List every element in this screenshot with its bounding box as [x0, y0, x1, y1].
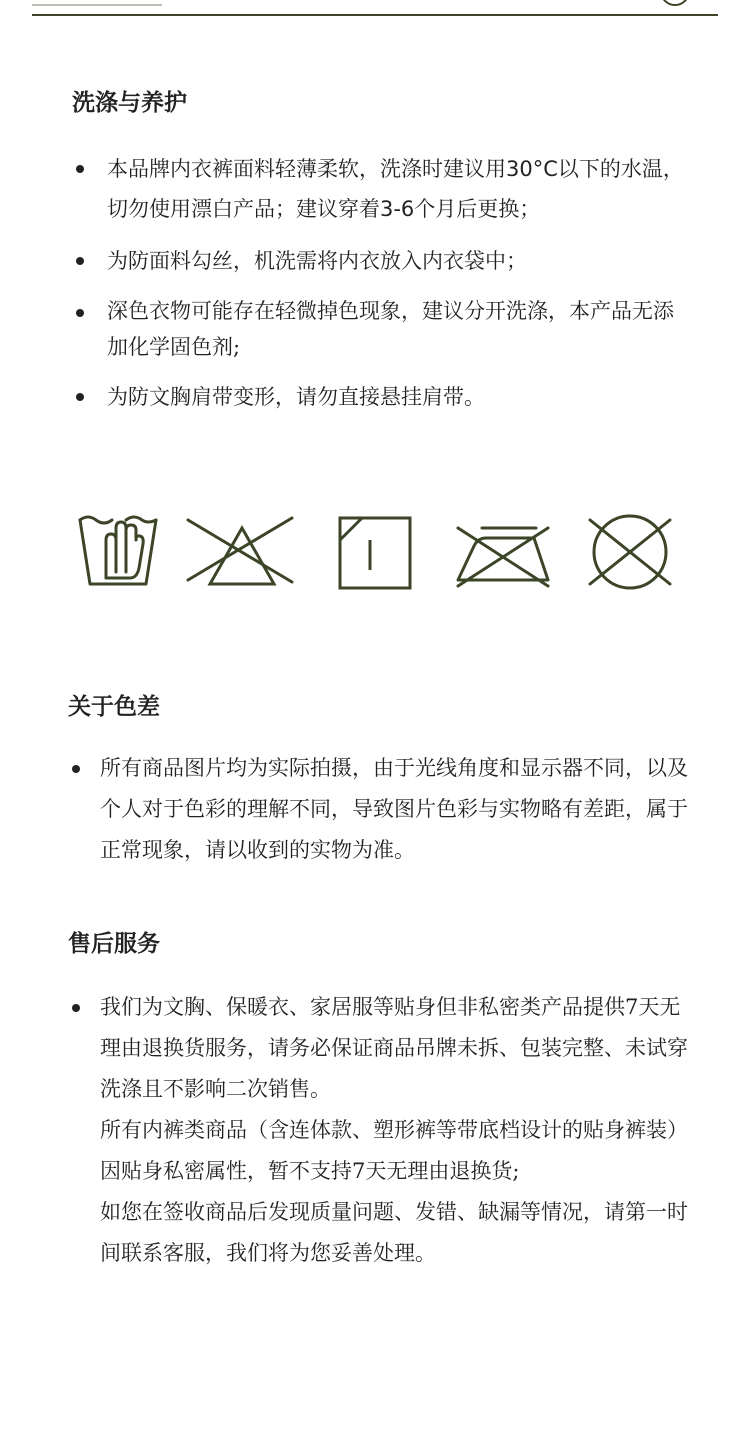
- care-item-text: 为防文胸肩带变形，请勿直接悬挂肩带。: [107, 385, 485, 409]
- list-item: [68, 748, 692, 871]
- care-item-text: 深色衣物可能存在轻微掉色现象，建议分开洗涤，本产品无添加化学固色剂;: [107, 299, 674, 359]
- care-symbols: [72, 510, 682, 600]
- list-item: [72, 149, 692, 229]
- bullet-icon: [76, 393, 84, 401]
- after-sales-paragraph: 如您在签收商品后发现质量问题、发错、缺漏等情况，请第一时间联系客服，我们将为您妥善处理。: [100, 1200, 688, 1265]
- header-icon-fragment: [660, 0, 690, 6]
- list-item: [72, 241, 692, 281]
- bullet-icon: [72, 765, 80, 773]
- header-divider: [32, 14, 718, 16]
- bullet-icon: [76, 257, 84, 265]
- after-sales-paragraph: 所有内裤类商品（含连体款、塑形裤等带底档设计的贴身裤装）因贴身私密属性，暂不支持7天无理由退换货;: [100, 1118, 688, 1183]
- list-item: [68, 987, 694, 1274]
- care-item-text: 为防面料勾丝，机洗需将内衣放入内衣袋中；: [107, 249, 527, 273]
- after-sales-title: 售后服务: [68, 930, 160, 957]
- no-dry-clean-icon: [584, 510, 676, 590]
- after-sales-section: [68, 925, 694, 1274]
- list-item: [72, 377, 692, 417]
- after-sales-list: [68, 987, 694, 1274]
- list-item: [72, 293, 692, 365]
- bullet-icon: [72, 1004, 80, 1012]
- care-list: [72, 149, 692, 417]
- header-fragment: [32, 0, 162, 6]
- care-title: 洗涤与养护: [72, 89, 187, 116]
- no-bleach-icon: [184, 510, 302, 590]
- bullet-icon: [76, 165, 84, 173]
- no-iron-icon: [452, 510, 552, 590]
- color-list: [68, 748, 692, 871]
- hand-wash-icon: [76, 510, 160, 590]
- care-item-text: 本品牌内衣裤面料轻薄柔软，洗涤时建议用30°C以下的水温，切勿使用漂白产品；建议穿着3-6个月后更换；: [107, 157, 684, 221]
- dry-flat-icon: [334, 510, 414, 590]
- after-sales-paragraph: 我们为文胸、保暖衣、家居服等贴身但非私密类产品提供7天无理由退换货服务，请务必保证商品吊牌未拆、包装完整、未试穿洗涤且不影响二次销售。: [100, 995, 688, 1101]
- bullet-icon: [76, 309, 84, 317]
- care-section: [72, 84, 692, 417]
- color-item-text: 所有商品图片均为实际拍摄，由于光线角度和显示器不同，以及个人对于色彩的理解不同，导致图片色彩与实物略有差距，属于正常现象，请以收到的实物为准。: [100, 756, 688, 862]
- color-title: 关于色差: [68, 693, 160, 720]
- color-section: [68, 688, 692, 871]
